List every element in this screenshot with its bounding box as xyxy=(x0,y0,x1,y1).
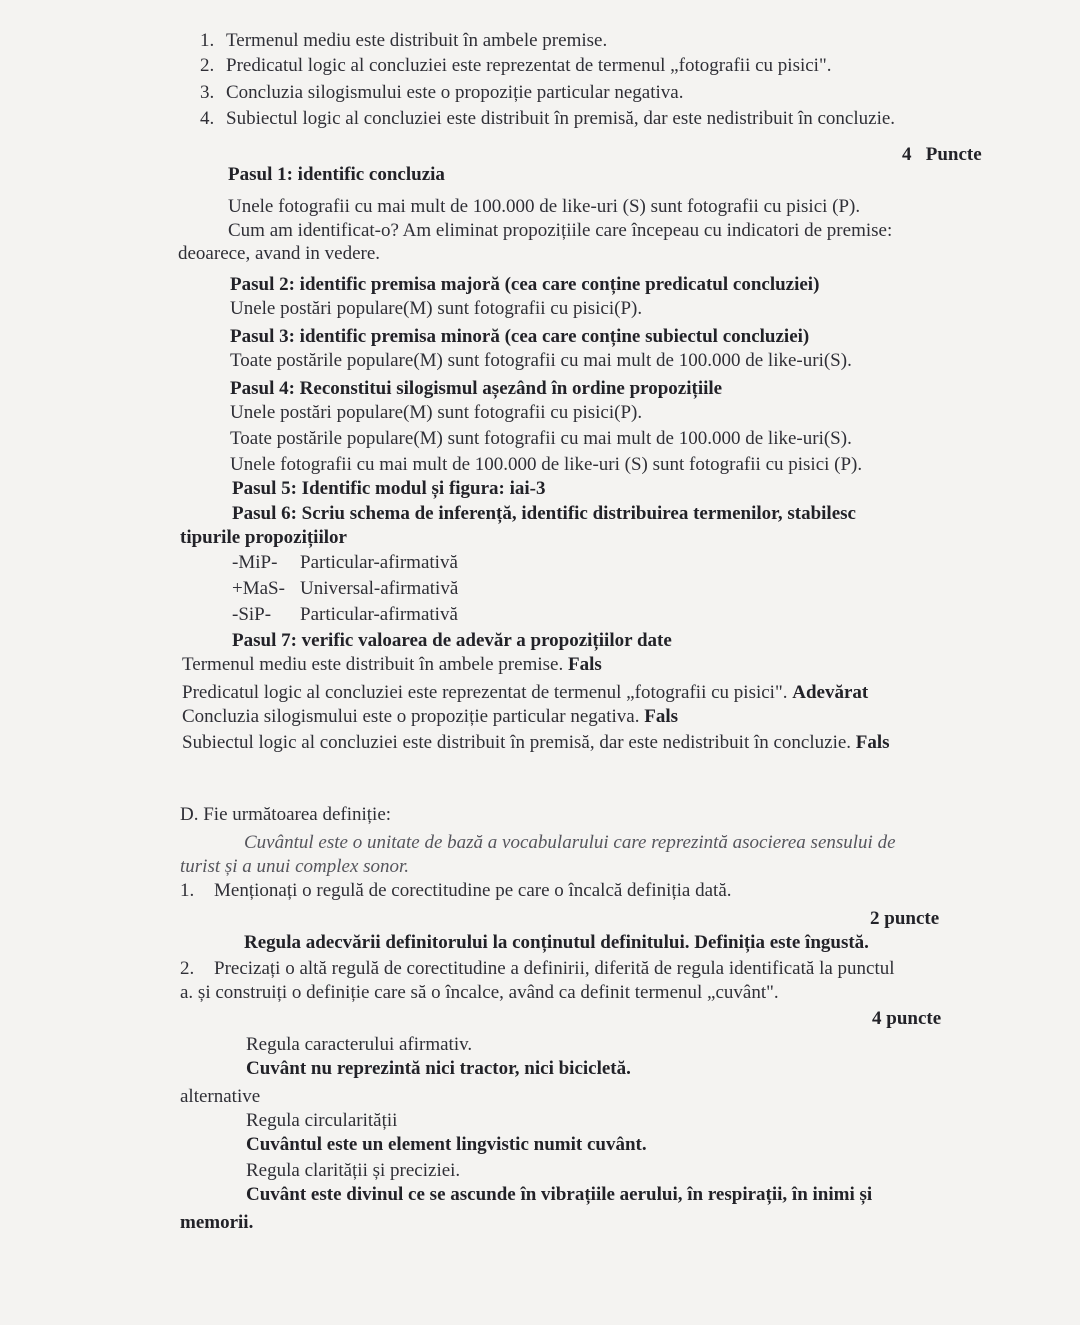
alternatives-label: alternative xyxy=(180,1086,261,1107)
question-2-cont: a. și construiți o definiție care să o încalce, având ca definit termenul „cuvânt". xyxy=(180,982,779,1003)
question-1: 1. Menționați o regulă de corectitudine pe care o încalcă definiția dată. xyxy=(180,880,732,901)
check-row: Concluzia silogismului este o propoziție particular negativa. Fals xyxy=(182,706,678,727)
syllogism-line: Unele fotografii cu mai mult de 100.000 de like-uri (S) sunt fotografii cu pisici (P). xyxy=(230,454,863,475)
verdict-badge: Fals xyxy=(567,654,602,675)
step-title: Pasul 3: identific premisa minoră (cea care conține subiectul concluziei) xyxy=(230,326,810,347)
points-label: 4 Puncte xyxy=(902,144,982,165)
step-title: Pasul 4: Reconstitui silogismul așezând în ordine propozițiile xyxy=(230,378,723,399)
rule-label: Regula clarității și preciziei. xyxy=(246,1160,461,1181)
section-heading: D. Fie următoarea definiție: xyxy=(180,804,392,825)
syllogism-line: Unele postări populare(M) sunt fotografii cu pisici(P). xyxy=(230,402,643,423)
check-row: Subiectul logic al concluziei este distribuit în premisă, dar este nedistribuit în concluzie. Fals xyxy=(182,732,890,753)
definition-text: turist și a unui complex sonor. xyxy=(180,856,410,877)
statement-item: 1. Termenul mediu este distribuit în ambele premise. xyxy=(200,30,608,51)
statement-item: 4. Subiectul logic al concluziei este distribuit în premisă, dar este nedistribuit în concluzie. xyxy=(200,108,896,129)
step-title: Pasul 2: identific premisa majoră (cea care conține predicatul concluziei) xyxy=(230,274,820,295)
schema-row: -MiP- Particular-afirmativă xyxy=(232,552,458,573)
points-label: 2 puncte xyxy=(870,908,940,929)
points-label: 4 puncte xyxy=(872,1008,942,1029)
statement-item: 2. Predicatul logic al concluziei este reprezentat de termenul „fotografii cu pisici". xyxy=(200,55,832,76)
verdict-badge: Fals xyxy=(855,732,890,753)
step-title: Pasul 6: Scriu schema de inferență, identific distribuirea termenilor, stabilesc xyxy=(232,503,856,524)
step-text: Unele postări populare(M) sunt fotografii cu pisici(P). xyxy=(230,298,643,319)
schema-row: -SiP- Particular-afirmativă xyxy=(232,604,458,625)
verdict-badge: Adevărat xyxy=(792,682,869,703)
statement-item: 3. Concluzia silogismului este o propoziție particular negativa. xyxy=(200,82,684,103)
rule-example: Cuvânt este divinul ce se ascunde în vibrațiile aerului, în respirații, în inimi și xyxy=(246,1184,873,1205)
check-row: Predicatul logic al concluziei este reprezentat de termenul „fotografii cu pisici". Adevărat xyxy=(182,682,869,703)
step-title: tipurile propozițiilor xyxy=(180,527,347,548)
step-text: Unele fotografii cu mai mult de 100.000 de like-uri (S) sunt fotografii cu pisici (P). xyxy=(228,196,861,217)
step-title: Pasul 7: verific valoarea de adevăr a propozițiilor date xyxy=(232,630,672,651)
schema-row: +MaS- Universal-afirmativă xyxy=(232,578,459,599)
answer-1: Regula adecvării definitorului la conținutul definitului. Definiția este îngustă. xyxy=(244,932,869,953)
definition-text: Cuvântul este o unitate de bază a vocabularului care reprezintă asocierea sensului de xyxy=(244,832,896,853)
rule-example: Cuvântul este un element lingvistic numit cuvânt. xyxy=(246,1134,647,1155)
step-text: deoarece, avand in vedere. xyxy=(178,243,381,264)
rule-label: Regula circularității xyxy=(246,1110,398,1131)
rule-example: Cuvânt nu reprezintă nici tractor, nici bicicletă. xyxy=(246,1058,631,1079)
verdict-badge: Fals xyxy=(644,706,678,727)
check-row: Termenul mediu este distribuit în ambele premise. Fals xyxy=(182,654,602,675)
syllogism-line: Toate postările populare(M) sunt fotografii cu mai mult de 100.000 de like-uri(S). xyxy=(230,428,852,449)
rule-label: Regula caracterului afirmativ. xyxy=(246,1034,473,1055)
step-title: Pasul 5: Identific modul și figura: iai-3 xyxy=(232,478,546,499)
rule-example: memorii. xyxy=(180,1212,254,1233)
step-text: Cum am identificat-o? Am eliminat propozițiile care începeau cu indicatori de premise: xyxy=(228,220,893,241)
question-2: 2. Precizați o altă regulă de corectitudine a definirii, diferită de regula identificată la punctul xyxy=(180,958,895,979)
step-text: Toate postările populare(M) sunt fotografii cu mai mult de 100.000 de like-uri(S). xyxy=(230,350,852,371)
step-title: Pasul 1: identific concluzia xyxy=(228,164,445,185)
